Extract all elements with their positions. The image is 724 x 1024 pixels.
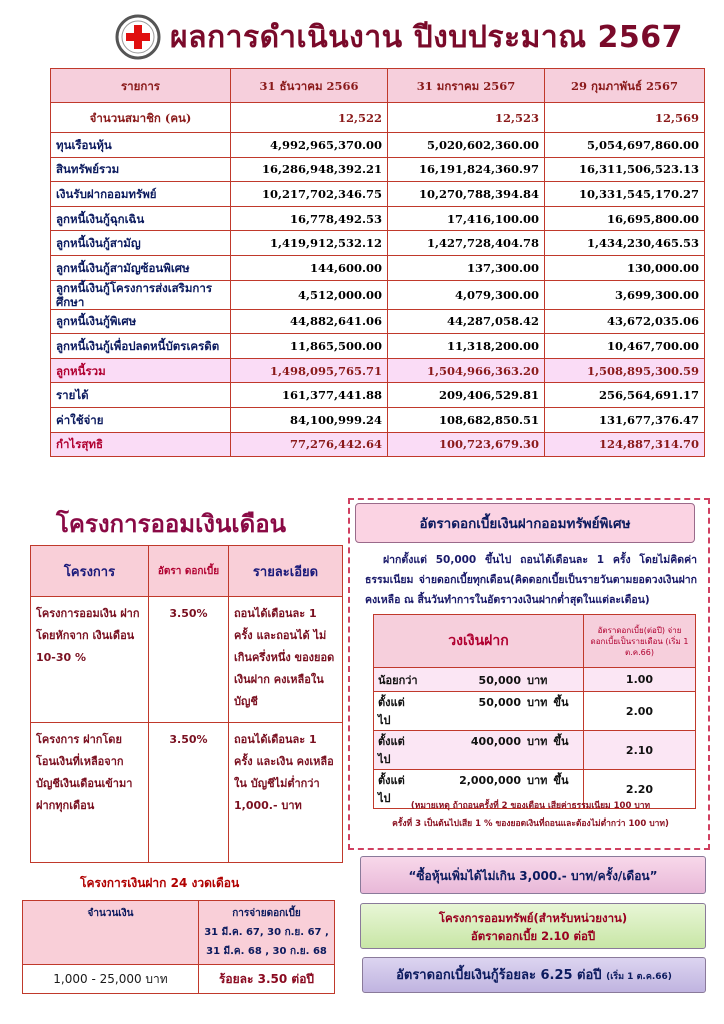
- table-row: [51, 383, 705, 408]
- row-value: 11,318,200.00: [388, 334, 545, 359]
- tier-rate: 1.00: [584, 668, 696, 692]
- row-label: เงินรับฝากออมทรัพย์: [51, 182, 231, 207]
- row-label: ลูกหนี้เงินกู้เพื่อปลดหนี้บัตรเครดิต: [51, 334, 231, 359]
- column-header: รายละเอียด: [229, 546, 343, 597]
- rate-header-row: [374, 615, 696, 668]
- row-value: 10,467,700.00: [545, 334, 705, 359]
- row-label: ลูกหนี้เงินกู้สามัญซ้อนพิเศษ: [51, 255, 231, 280]
- row-value: 5,054,697,860.00: [545, 133, 705, 158]
- deposit24-table: [22, 900, 335, 994]
- row-label: ลูกหนี้เงินกู้ฉุกเฉิน: [51, 206, 231, 231]
- table-row: [31, 723, 343, 863]
- column-header: [199, 901, 335, 965]
- table-row: [374, 692, 696, 731]
- table-row: [51, 432, 705, 457]
- row-label: รายได้: [51, 383, 231, 408]
- deposit-tier: [374, 731, 584, 770]
- page-title: ผลการดำเนินงาน ปีงบประมาณ 2567: [170, 20, 684, 55]
- project-name: โครงการ ฝากโดย โอนเงินที่เหลือจาก บัญชีเงินเดือนเข้ามา ฝากทุกเดือน: [31, 723, 149, 863]
- deposit-rate-table: [373, 614, 696, 809]
- row-value: 209,406,529.81: [388, 383, 545, 408]
- deposit24-header-row: [23, 901, 335, 965]
- row-value: 1,498,095,765.71: [231, 358, 388, 383]
- row-value: 137,300.00: [388, 255, 545, 280]
- row-value: 16,286,948,392.21: [231, 157, 388, 182]
- table-row: [374, 668, 696, 692]
- table-row: [51, 231, 705, 256]
- row-value: 16,778,492.53: [231, 206, 388, 231]
- row-value: 44,287,058.42: [388, 309, 545, 334]
- tier-op: น้อยกว่า: [378, 673, 418, 687]
- org-savings-rate: อัตราดอกเบี้ย 2.10 ต่อปี: [470, 929, 596, 943]
- pay-title: การจ่ายดอกเบี้ย: [232, 908, 301, 919]
- row-value: 1,434,230,465.53: [545, 231, 705, 256]
- row-value: 4,512,000.00: [231, 280, 388, 309]
- row-value: 4,079,300.00: [388, 280, 545, 309]
- row-label: ลูกหนี้เงินกู้สามัญ: [51, 231, 231, 256]
- deposit-amount: 1,000 - 25,000 บาท: [23, 965, 199, 994]
- tier-unit: บาท: [527, 774, 548, 787]
- row-value: 144,600.00: [231, 255, 388, 280]
- note-line: (หมายเหตุ ถ้าถอนครั้งที่ 2 ของเดือน เสียค่าธรรมเนียม 100 บาท: [410, 801, 651, 811]
- tier-amount: 2,000,000: [459, 774, 521, 787]
- row-value: 256,564,691.17: [545, 383, 705, 408]
- table-row: [51, 309, 705, 334]
- row-label: กำไรสุทธิ: [51, 432, 231, 457]
- table-row: [51, 206, 705, 231]
- table-row: [31, 597, 343, 723]
- interest-rate: 3.50%: [149, 597, 229, 723]
- project-detail: ถอนได้เดือนละ 1 ครั้ง และเงิน คงเหลือใน บัญชีไม่ต่ำกว่า 1,000.- บาท: [229, 723, 343, 863]
- table-row: [374, 731, 696, 770]
- deposit-rate: ร้อยละ 3.50 ต่อปี: [199, 965, 335, 994]
- table-row: [51, 280, 705, 309]
- row-label: ลูกหนี้รวม: [51, 358, 231, 383]
- tier-unit: บาท: [527, 735, 548, 748]
- row-value: 43,672,035.06: [545, 309, 705, 334]
- row-value: 1,508,895,300.59: [545, 358, 705, 383]
- org-savings-banner: [360, 903, 706, 949]
- summary-table: [50, 68, 705, 457]
- row-value: 84,100,999.24: [231, 407, 388, 432]
- row-label: สินทรัพย์รวม: [51, 157, 231, 182]
- row-value: 10,217,702,346.75: [231, 182, 388, 207]
- row-value: 44,882,641.06: [231, 309, 388, 334]
- deposit-tier: [374, 692, 584, 731]
- special-deposit-note: [358, 797, 703, 833]
- tier-op: ตั้งแต่: [378, 774, 405, 787]
- row-label: ลูกหนี้เงินกู้โครงการส่งเสริมการศึกษา: [51, 280, 231, 309]
- row-value: 1,427,728,404.78: [388, 231, 545, 256]
- row-value: 16,191,824,360.97: [388, 157, 545, 182]
- row-value: 12,569: [545, 103, 705, 133]
- row-value: 131,677,376.47: [545, 407, 705, 432]
- row-value: 16,695,800.00: [545, 206, 705, 231]
- row-value: 100,723,679.30: [388, 432, 545, 457]
- row-value: 12,522: [231, 103, 388, 133]
- column-header: 31 ธันวาคม 2566: [231, 69, 388, 103]
- red-cross-logo-icon: [115, 14, 161, 60]
- row-value: 11,865,500.00: [231, 334, 388, 359]
- row-label: จำนวนสมาชิก (คน): [51, 103, 231, 133]
- row-value: 108,682,850.51: [388, 407, 545, 432]
- column-header: 29 กุมภาพันธ์ 2567: [545, 69, 705, 103]
- tier-suffix: ขึ้นไป: [378, 774, 569, 805]
- deposit24-title: โครงการเงินฝาก 24 งวดเดือน: [80, 876, 240, 890]
- savings-header-row: [31, 546, 343, 597]
- column-header: โครงการ: [31, 546, 149, 597]
- org-savings-title: โครงการออมทรัพย์(สำหรับหน่วยงาน): [438, 911, 628, 925]
- loan-rate-banner: [362, 957, 706, 993]
- table-row: [23, 965, 335, 994]
- row-value: 12,523: [388, 103, 545, 133]
- column-header: รายการ: [51, 69, 231, 103]
- tier-suffix: ขึ้นไป: [378, 696, 569, 727]
- row-value: 161,377,441.88: [231, 383, 388, 408]
- row-value: 130,000.00: [545, 255, 705, 280]
- table-row: [51, 103, 705, 133]
- special-deposit-title: อัตราดอกเบี้ยเงินฝากออมทรัพย์พิเศษ: [355, 503, 695, 543]
- summary-header-row: [51, 69, 705, 103]
- tier-op: ตั้งแต่: [378, 735, 405, 748]
- table-row: [51, 255, 705, 280]
- savings-section-title: โครงการออมเงินเดือน: [56, 510, 287, 538]
- row-value: 1,419,912,532.12: [231, 231, 388, 256]
- savings-table: [30, 545, 343, 863]
- row-value: 17,416,100.00: [388, 206, 545, 231]
- tier-unit: บาท: [527, 673, 548, 687]
- column-header: อัตราดอกเบี้ย(ต่อปี) จ่ายดอกเบี้ยเป็นรายเดือน (เริ่ม 1 ต.ค.66): [584, 615, 696, 668]
- row-value: 10,331,545,170.27: [545, 182, 705, 207]
- column-header: อัตรา ดอกเบี้ย: [149, 546, 229, 597]
- note-line: ครั้งที่ 3 เป็นต้นไปเสีย 1 % ของยอดเงินที่ถอนและต้องไม่ต่ำกว่า 100 บาท): [392, 819, 669, 829]
- tier-amount: 50,000: [478, 696, 521, 709]
- row-value: 3,699,300.00: [545, 280, 705, 309]
- interest-rate: 3.50%: [149, 723, 229, 863]
- table-row: [51, 358, 705, 383]
- share-purchase-banner: “ซื้อหุ้นเพิ่มได้ไม่เกิน 3,000.- บาท/ครั้ง/เดือน”: [360, 856, 706, 894]
- table-row: [51, 133, 705, 158]
- loan-rate-start: (เริ่ม 1 ต.ค.66): [606, 972, 672, 982]
- table-row: [51, 157, 705, 182]
- tier-amount: 50,000: [478, 673, 521, 687]
- row-value: 16,311,506,523.13: [545, 157, 705, 182]
- tier-rate: 2.10: [584, 731, 696, 770]
- row-value: 124,887,314.70: [545, 432, 705, 457]
- column-header: วงเงินฝาก: [374, 615, 584, 668]
- project-name: โครงการออมเงิน ฝากโดยหักจาก เงินเดือน 10-30 %: [31, 597, 149, 723]
- row-label: ลูกหนี้เงินกู้พิเศษ: [51, 309, 231, 334]
- row-label: ค่าใช้จ่าย: [51, 407, 231, 432]
- table-row: [51, 334, 705, 359]
- special-deposit-description: ฝากตั้งแต่ 50,000 ขึ้นไป ถอนได้เดือนละ 1 ครั้ง โดยไม่คิดค่าธรรมเนียม จ่ายดอกเบี้ยทุกเดือน(คิดดอกเบี้ยเป็นรายวันตามยอดวงเงินฝากคงเหลือ ณ สิ้นวันทำการในอัตราวงเงินฝากต่ำสุดในแต่ละเดือน): [365, 554, 697, 606]
- loan-rate-text: อัตราดอกเบี้ยเงินกู้ร้อยละ 6.25 ต่อปี: [396, 968, 602, 983]
- row-value: 4,992,965,370.00: [231, 133, 388, 158]
- tier-suffix: ขึ้นไป: [378, 735, 569, 766]
- table-row: [51, 182, 705, 207]
- row-value: 1,504,966,363.20: [388, 358, 545, 383]
- tier-rate: 2.00: [584, 692, 696, 731]
- deposit-tier: [374, 668, 584, 692]
- pay-dates: 31 มี.ค. 68 , 30 ก.ย. 68: [206, 946, 327, 957]
- pay-dates: 31 มี.ค. 67, 30 ก.ย. 67 ,: [204, 927, 329, 938]
- tier-amount: 400,000: [470, 735, 521, 748]
- column-header: จำนวนเงิน: [23, 901, 199, 965]
- tier-unit: บาท: [527, 696, 548, 709]
- table-row: [51, 407, 705, 432]
- project-detail: ถอนได้เดือนละ 1 ครั้ง และถอนได้ ไม่เกินครึ่งหนึ่ง ของยอดเงินฝาก คงเหลือในบัญชี: [229, 597, 343, 723]
- tier-op: ตั้งแต่: [378, 696, 405, 709]
- row-label: ทุนเรือนหุ้น: [51, 133, 231, 158]
- column-header: 31 มกราคม 2567: [388, 69, 545, 103]
- row-value: 10,270,788,394.84: [388, 182, 545, 207]
- tier-rate: 2.20: [584, 770, 696, 809]
- row-value: 77,276,442.64: [231, 432, 388, 457]
- row-value: 5,020,602,360.00: [388, 133, 545, 158]
